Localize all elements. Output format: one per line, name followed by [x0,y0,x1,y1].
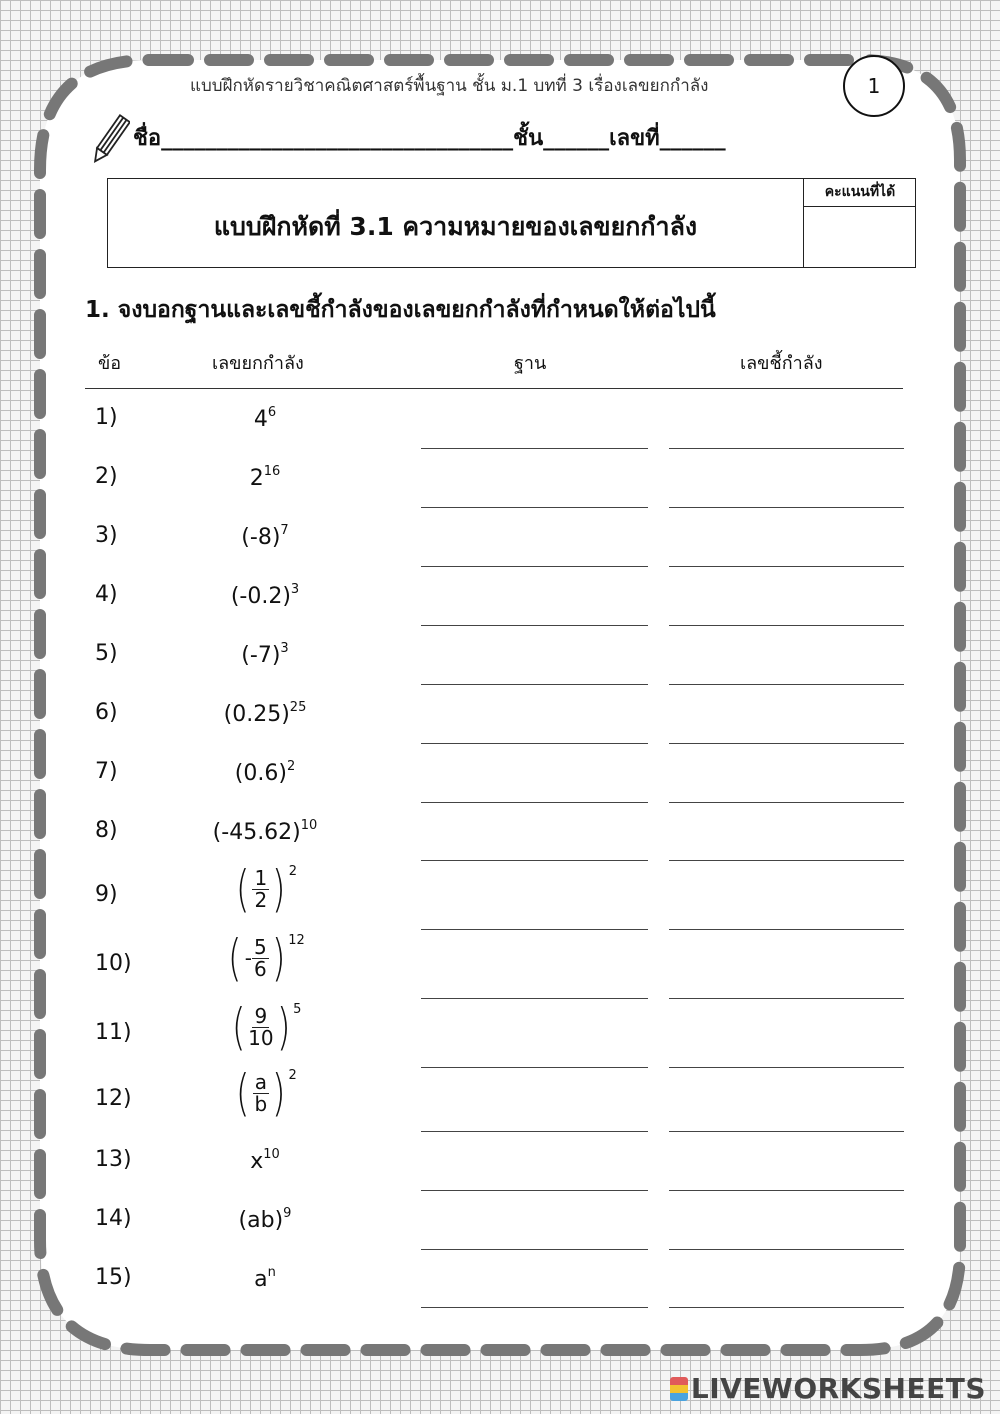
exponent-answer-line[interactable] [669,802,904,803]
question-number: 10) [95,951,132,976]
exponent: n [267,1265,276,1280]
exponent: 25 [289,700,307,715]
base-value: (-45.62) [212,820,301,845]
denominator: 10 [248,1025,274,1050]
power-expression [150,759,380,786]
power-expression [150,818,380,845]
question-number: 8) [95,818,118,843]
fraction-expression [225,929,305,987]
question-number: 12) [95,1086,132,1111]
exponent-answer-line[interactable] [669,507,904,508]
subject-header: แบบฝึกหัดรายวิชาคณิตศาสตร์พื้นฐาน ชั้น ม.1 บทที่ 3 เรื่องเลขยกกำลัง [190,76,709,96]
left-paren: ( [231,998,246,1056]
fraction-body [252,865,269,912]
fraction-body [252,934,269,981]
question-number: 11) [95,1020,132,1045]
question-number: 4) [95,582,118,607]
question-number: 3) [95,523,118,548]
exponent-answer-line[interactable] [669,448,904,449]
base-answer-line[interactable] [421,1307,648,1308]
base-answer-line[interactable] [421,507,648,508]
exponent-answer-line[interactable] [669,1249,904,1250]
exponent: 7 [280,523,289,538]
denominator: 2 [254,887,268,912]
column-header-base: ฐาน [514,353,547,374]
exponent-answer-line[interactable] [669,1307,904,1308]
exponent: 2 [288,864,298,879]
left-paren: ( [236,1064,250,1122]
exponent: 2 [288,1068,297,1083]
power-expression [150,523,380,550]
base-answer-line[interactable] [421,1131,648,1132]
power-expression [150,929,380,987]
column-header-exponent: เลขชี้กำลัง [740,353,823,374]
exponent: 5 [293,1002,302,1017]
question-number: 14) [95,1206,132,1231]
fraction-expression [233,860,298,918]
base-value: a [254,1267,268,1292]
right-paren: ) [272,860,286,918]
base-value: 4 [253,407,268,432]
power-expression [150,1064,380,1122]
instruction: 1. จงบอกฐานและเลขชี้กำลังของเลขยกกำลังที่กำหนดให้ต่อไปนี้ [85,297,716,323]
fraction-body [248,1003,274,1050]
fraction-expression [229,998,302,1056]
power-expression [150,405,380,432]
watermark-text: LIVEWORKSHEETS [690,1372,986,1405]
numerator: 9 [254,1003,268,1028]
question-number: 13) [95,1147,132,1172]
right-paren: ) [271,929,286,987]
exponent: 3 [290,582,300,597]
column-header-no: ข้อ [98,353,122,374]
question-number: 6) [95,700,118,725]
power-expression [150,700,380,727]
base-answer-line[interactable] [421,625,648,626]
power-expression [150,464,380,491]
base-answer-line[interactable] [421,929,648,930]
left-paren: ( [235,860,250,918]
fraction-sign: - [244,946,252,970]
exponent-answer-line[interactable] [669,1067,904,1068]
score-box[interactable] [803,179,916,267]
question-number: 15) [95,1265,132,1290]
fraction-body [253,1069,269,1116]
question-number: 5) [95,641,118,666]
score-label: คะแนนที่ได้ [804,179,916,207]
page-number-badge [843,55,905,117]
exponent-answer-line[interactable] [669,566,904,567]
power-expression [150,641,380,668]
power-expression [150,1147,380,1174]
liveworksheets-icon [670,1377,688,1401]
left-paren: ( [228,929,242,987]
exponent: 12 [288,933,305,948]
student-info-line[interactable]: ชื่อ________________________________ชั้น______เลขที่______ [133,126,726,151]
base-answer-line[interactable] [421,684,648,685]
base-value: 2 [249,466,264,491]
base-value: (-8) [241,525,281,550]
fraction-expression [233,1064,297,1122]
base-value: (0.25) [223,702,290,727]
exponent-answer-line[interactable] [669,1131,904,1132]
column-header-expression: เลขยกกำลัง [212,353,304,374]
base-answer-line[interactable] [421,1067,648,1068]
base-answer-line[interactable] [421,448,648,449]
worksheet-title: แบบฝึกหัดที่ 3.1 ความหมายของเลขยกกำลัง [213,212,698,241]
exponent-answer-line[interactable] [669,1190,904,1191]
base-answer-line[interactable] [421,743,648,744]
exponent-answer-line[interactable] [669,684,904,685]
power-expression [150,1265,380,1292]
base-value: x [250,1149,264,1174]
right-paren: ) [276,998,291,1056]
right-paren: ) [271,1064,286,1122]
exponent: 6 [267,405,277,420]
numerator: a [254,1069,267,1094]
exponent: 10 [300,818,318,833]
power-expression [150,1206,380,1233]
base-value: (0.6) [234,761,287,786]
pencil-icon [90,112,130,172]
base-answer-line[interactable] [421,860,648,861]
denominator: 6 [253,956,267,981]
base-value: (ab) [238,1208,284,1233]
base-answer-line[interactable] [421,802,648,803]
base-value: (-7) [241,643,281,668]
question-number: 2) [95,464,118,489]
exponent-answer-line[interactable] [669,998,904,999]
exponent: 9 [283,1206,292,1221]
power-expression [150,998,380,1056]
header-divider [85,388,903,389]
base-answer-line[interactable] [421,1190,648,1191]
exponent-answer-line[interactable] [669,860,904,861]
base-answer-line[interactable] [421,1249,648,1250]
numerator: 5 [253,934,267,959]
power-expression [150,860,380,918]
exponent-answer-line[interactable] [669,929,904,930]
base-value: (-0.2) [230,584,291,609]
power-expression [150,582,380,609]
exponent: 3 [280,641,289,656]
page-number: 1 [867,74,881,98]
exponent: 10 [263,1147,280,1162]
exponent-answer-line[interactable] [669,743,904,744]
denominator: b [254,1091,268,1116]
numerator: 1 [254,865,268,890]
question-number: 1) [95,405,118,430]
liveworksheets-logo [670,1372,986,1405]
question-number: 7) [95,759,118,784]
title-box [107,178,916,268]
exponent: 16 [263,464,281,479]
base-answer-line[interactable] [421,566,648,567]
question-number: 9) [95,882,118,907]
exponent-answer-line[interactable] [669,625,904,626]
base-answer-line[interactable] [421,998,648,999]
exponent: 2 [286,759,296,774]
